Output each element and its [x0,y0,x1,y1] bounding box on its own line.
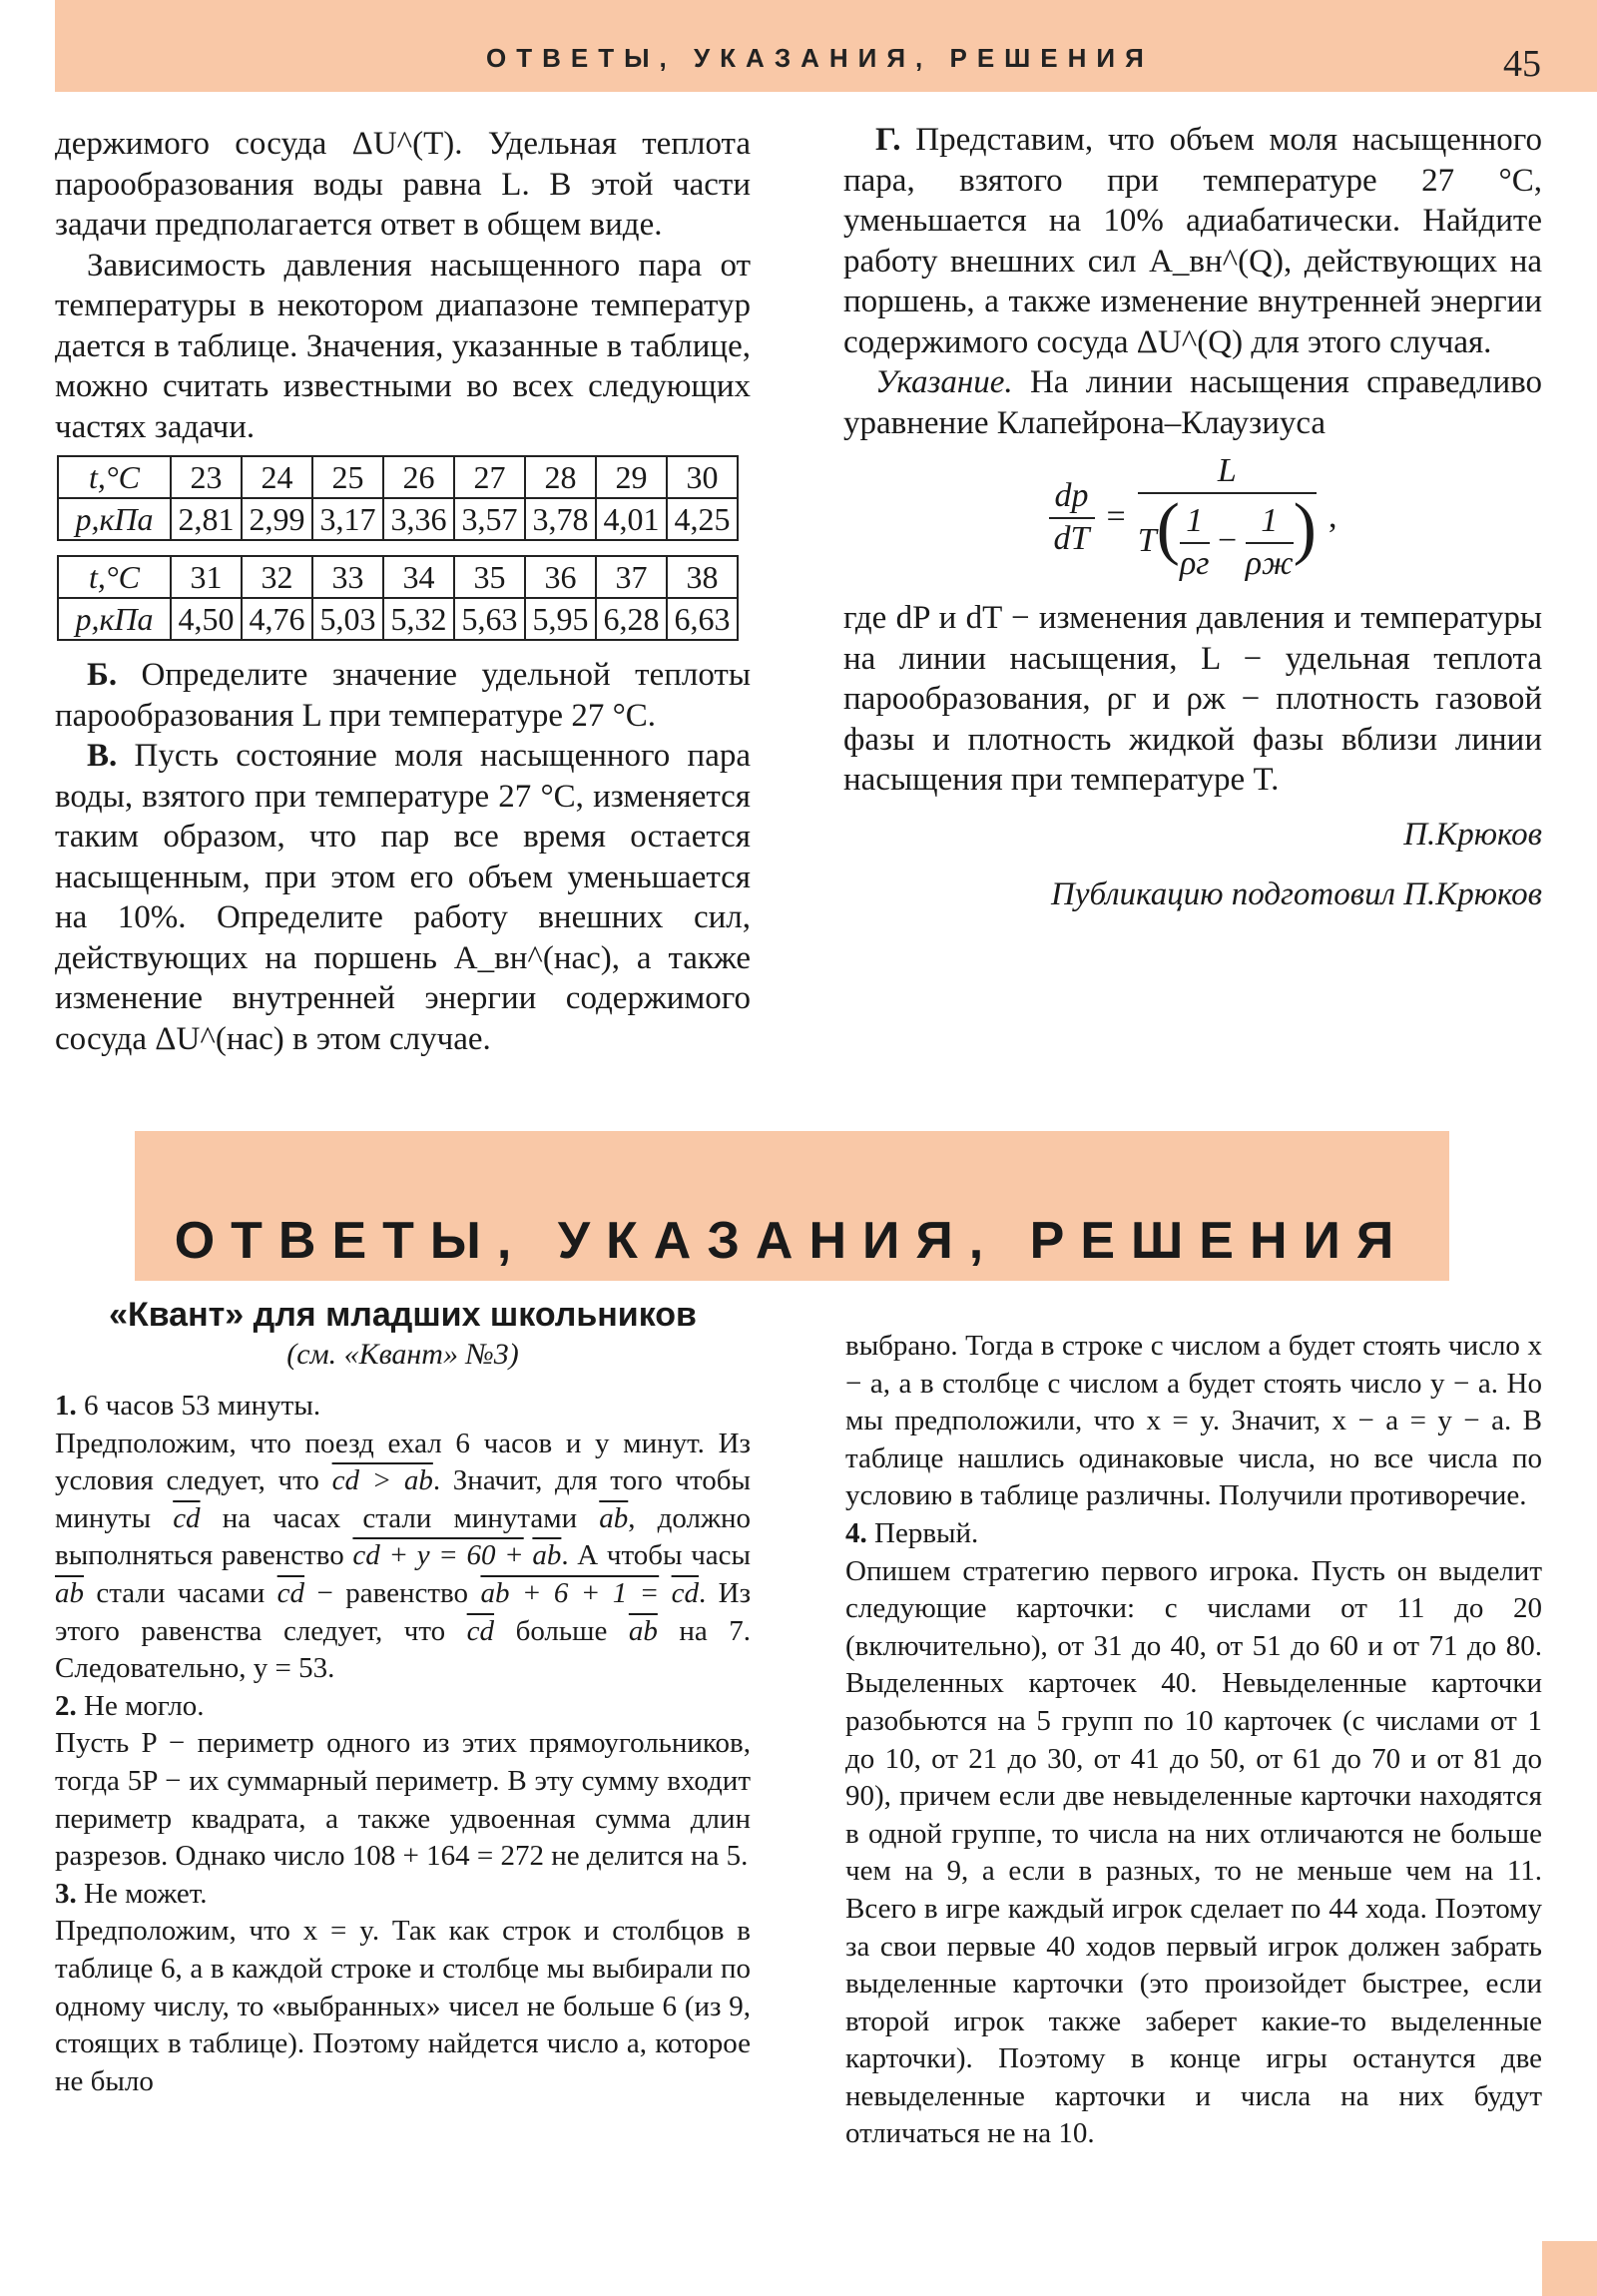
table-cell: 25 [312,456,383,498]
answer-1-text: Предположим, что поезд ехал 6 часов и y минут. Из условия следует, что cd > ab. Значит, для того чтобы минуты $\overline{cd}$ на часах стали минутами $\overline{ab}$, должно выполняться равенство cd + $y = 60 + \overline{ab}$. А чтобы часы $\overline{ab}$ стали часами $\overline{cd}$ − равенство ab + $6 + 1 = \overline{cd}$. Из этого равенства следует, что $\overline{cd}$ больше $\overline{ab}$ на 7. Следовательно, y = 53. [55,1427,752,1685]
answer-1-heading [55,1388,751,1426]
section-title: ОТВЕТЫ, УКАЗАНИЯ, РЕШЕНИЯ [174,1212,1410,1270]
answer-3-continued: выбрано. Тогда в строке с числом a будет стоять число x − a, а в столбце с числом a будет стоять число y − a. Но мы предположили, что x = y. Значит, x − a = y − a. В таблице нашлись одинаковые числа, но все числа по условию в таблице различны. Получили противоречие. [845,1330,1542,1512]
right-paren-icon: ) [1293,489,1317,567]
table-cell: 5,32 [383,598,454,640]
hint-text: На линии насыщения справедливо уравнение Клапейрона–Клаузиуса [843,364,1542,441]
answer-3-text: Предположим, что x = y. Так как строк и столбцов в таблице 6, а в каждой строке и столбце мы выбирали по одному числу, то «выбранных» чисел не больше 6 (из 9, стоящих в таблице). Поэтому найдется число a, которое не было [55,1915,751,2097]
table-cell: 5,03 [312,598,383,640]
table-cell: 3,36 [383,498,454,540]
part-g-text: Представим, что объем моля насыщенного пара, взятого при температуре 27 °C, уменьшается на 10% адиабатически. Найдите работу внешних сил A_вн^(Q), действующих на поршень, а также изменение внутренней энергии содержимого сосуда ΔU^(Q) для этого случая. [843,122,1542,360]
part-g-label: Г. [875,122,901,158]
formula-rhs-den [1137,489,1317,585]
table-cell: 4,01 [596,498,667,540]
equation: cd > ab [331,1464,433,1497]
table-cell: 23 [171,456,242,498]
inner-num: 1 [1246,501,1294,544]
pressure-table-1 [57,455,739,541]
text-span: больше [515,1614,608,1647]
table-cell: 2,81 [171,498,242,540]
table-row [58,556,738,598]
answer-2-heading [55,1688,751,1726]
text-span: на 7. Следовательно, y = 53. [55,1614,752,1685]
table-cell: 27 [454,456,525,498]
formula-lhs-den: dT [1053,519,1090,557]
hint-label: Указание. [875,364,1013,400]
table-cell: 38 [667,556,738,598]
paragraph-intro: держимого сосуда ΔU^(T). Удельная теплота парообразования воды равна L. В этой части задачи предполагается ответ в общем виде. [55,126,751,243]
table-row [58,498,738,540]
paragraph-hint [843,362,1542,443]
left-paren-icon: ( [1156,489,1180,567]
table-cell: 28 [525,456,596,498]
answer-number: 3. [55,1877,77,1910]
table-cell: 26 [383,456,454,498]
formula-T: T [1137,521,1157,559]
table-cell: 5,95 [525,598,596,640]
paragraph-part-g [843,120,1542,362]
table-header-p: p,кПа [58,598,171,640]
answer-number: 1. [55,1390,77,1422]
table-cell: 31 [171,556,242,598]
answer-short: Не могло. [84,1689,205,1722]
symbol-ab: $\overline{ab}$ [55,1576,84,1609]
table-row [58,598,738,640]
answer-number: 4. [845,1516,867,1549]
part-b-text: Определите значение удельной теплоты парообразования L при температуре 27 °C. [55,657,751,734]
page-number: 45 [1503,43,1541,85]
author-signature: П.Крюков [1403,816,1542,853]
table-cell: 37 [596,556,667,598]
table-header-t: t,°C [58,456,171,498]
formula-comma: , [1328,498,1337,536]
inner-frac-g [1180,501,1210,584]
table-cell: 6,28 [596,598,667,640]
paragraph-table-intro: Зависимость давления насыщенного пара от температуры в некотором диапазоне температур дается в таблице. Значения, указанные в таблице, можно считать известными во всех следующих частях задачи. [55,247,751,445]
table-row [58,456,738,498]
answer-3-heading [55,1876,751,1914]
text-span: на часах стали минутами [222,1501,578,1534]
text-span: . Из этого равенства следует, что [55,1576,752,1647]
header-band [55,0,1597,92]
formula-rhs-num: L [1138,451,1317,494]
inner-den: ρг [1179,544,1210,582]
paragraph-part-v [55,736,751,1059]
table-cell: 3,78 [525,498,596,540]
answer-4-text: Опишем стратегию первого игрока. Пусть он выделит следующие карточки: с числами от 11 до 20 (включительно), от 31 до 40, от 51 до 60 и от 71 до 80. Выделенных карточек 40. Невыделенные карточки разобьются на 5 групп по 10 карточек (с числами от 1 до 10, от 21 до 30, от 41 до 50, от 61 до 70 и от 81 до 90), причем если две невыделенные карточки находятся в одной группе, то числа на них отличаются не больше чем на 9, а если в разных, то не меньше чем на 11. Всего в игре каждый игрок сделает по 44 хода. Поэтому за свои первые 40 ходов первый игрок должен забрать выделенные карточки (это произойдет быстрее, если второй игрок также заберет какие-то выделенные карточки). Поэтому в конце игры останутся две невыделенные карточки и числа на них будут отличаться не на 10. [845,1554,1542,2150]
table-cell: 6,63 [667,598,738,640]
answer-short: Первый. [874,1516,979,1549]
formula-lhs-num: dp [1049,476,1095,519]
table-cell: 30 [667,456,738,498]
table-cell: 29 [596,456,667,498]
table-cell: 2,99 [242,498,312,540]
table-cell: 35 [454,556,525,598]
running-header-title: ОТВЕТЫ, УКАЗАНИЯ, РЕШЕНИЯ [486,43,1154,73]
formula-equals: = [1106,498,1126,536]
text-span: Предположим, что поезд ехал 6 часов и y минут. Из условия следует, что [55,1427,751,1497]
symbol-ab: $\overline{ab}$ [599,1501,629,1534]
answer-4-heading [845,1515,1542,1553]
pressure-table-2 [57,555,739,641]
symbol-cd: $\overline{cd}$ [466,1614,495,1647]
answers-right-column [845,1328,1542,2153]
publication-credit: Публикацию подготовил П.Крюков [1051,876,1542,913]
clapeyron-formula [843,451,1542,584]
symbol-ab: $\overline{ab}$ [628,1614,658,1647]
table-cell: 4,76 [242,598,312,640]
top-right-column [843,120,1542,915]
table-header-t: t,°C [58,556,171,598]
text-span: стали часами [96,1576,266,1609]
table-cell: 5,63 [454,598,525,640]
paragraph-part-b [55,655,751,736]
answer-short: Не может. [84,1877,208,1910]
table-cell: 24 [242,456,312,498]
table-cell: 33 [312,556,383,598]
answer-short: 6 часов 53 минуты. [84,1390,321,1422]
answer-2-text: Пусть P − периметр одного из этих прямоугольников, тогда 5P − их суммарный периметр. В эту сумму входит периметр квадрата, а также удвоенная сумма длин разрезов. Однако число 108 + 164 = 272 не делится на 5. [55,1727,751,1873]
formula-minus: − [1218,521,1238,559]
table-cell: 4,50 [171,598,242,640]
part-v-label: В. [87,738,118,774]
table-cell: 4,25 [667,498,738,540]
part-v-text: Пусть состояние моля насыщенного пара воды, взятого при температуре 27 °C, изменяется таким образом, что пар все время остается насыщенным, при этом его объем уменьшается на 10%. Определите работу внешних сил, действующих на поршень A_вн^(нас), а также изменение внутренней энергии содержимого сосуда ΔU^(нас) в этом случае. [55,738,751,1057]
formula-rhs [1138,451,1317,584]
table-cell: 32 [242,556,312,598]
corner-tab [1542,2241,1597,2296]
kvant-subtitle: «Квант» для младших школьников [109,1296,697,1334]
section-banner [135,1131,1449,1281]
text-span: Значит, для того чтобы минуты [55,1464,752,1534]
symbol-cd: $\overline{cd}$ [173,1501,201,1534]
part-b-label: Б. [87,657,118,693]
answers-left-column [55,1388,751,2100]
symbol-cd: $\overline{cd}$ [671,1576,699,1609]
answer-number: 2. [55,1689,77,1722]
text-span: . А чтобы часы [561,1539,752,1572]
symbol-cd: $\overline{cd}$ [276,1576,305,1609]
table-header-p: p,кПа [58,498,171,540]
paragraph-where: где dP и dT − изменения давления и температуры на линии насыщения, L − удельная теплота парообразования, ρг и ρж − плотность газовой фазы и плотность жидкой фазы вблизи линии насыщения при температуре T. [843,600,1542,799]
table-cell: 36 [525,556,596,598]
equation: cd + y = 60 + [352,1539,524,1572]
kvant-reference: (см. «Квант» №3) [286,1338,519,1371]
table-cell: 34 [383,556,454,598]
text-span: − равенство [316,1576,469,1609]
table-cell: 3,57 [454,498,525,540]
equation: ab + 6 + 1 = [480,1576,660,1609]
symbol-ab: $\overline{ab}$ [532,1539,562,1572]
table-cell: 3,17 [312,498,383,540]
inner-num: 1 [1180,501,1210,544]
formula-lhs [1049,476,1095,559]
top-left-column [55,124,751,1059]
inner-frac-zh [1246,501,1294,584]
inner-den: ρж [1245,544,1294,582]
text-span: , должно выполняться равенство [55,1501,752,1572]
